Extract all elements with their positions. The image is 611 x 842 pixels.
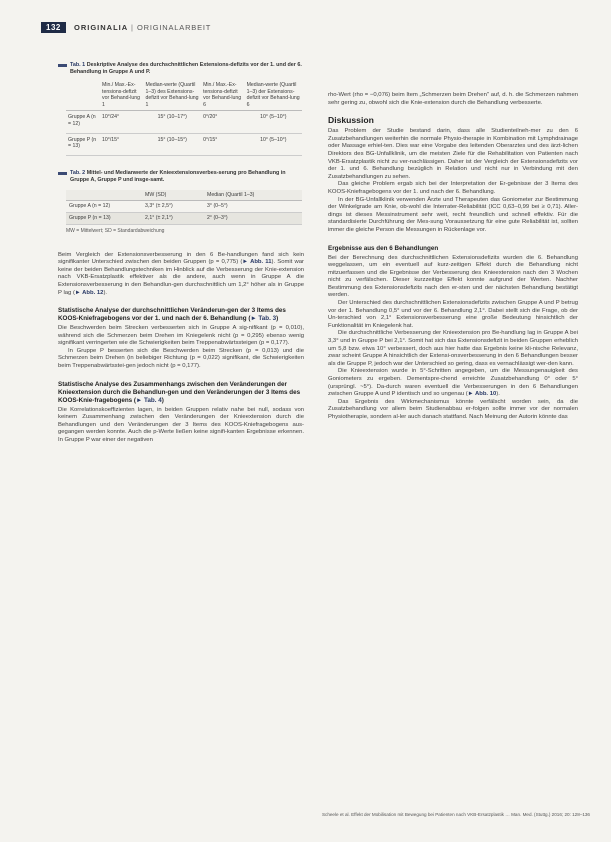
- subheading: Ergebnisse aus den 6 Behandlungen: [328, 244, 439, 252]
- page-footer: Scheele et al. Effekt der Mobilisation mit Bewegung bei Patienten nach VKB-Ersatzplastik … Man. Med. (Stuttg.) 2016; 20: 128–136: [321, 812, 590, 817]
- table-cell: 2,1° (± 2,1°): [142, 212, 204, 224]
- table-cell: 3° (0–5°): [204, 201, 302, 213]
- subheading: Statistische Analyse des Zusammenhangs zwischen den Veränderungen der Knieextension durch die Behandlun-gen und den Veränderungen der 3 Items des KOOS-Knie-fragebogens (► Tab. 4): [58, 380, 301, 404]
- table2: [66, 190, 302, 225]
- page-number: 132: [41, 22, 66, 33]
- table1-header-cell: [66, 80, 100, 111]
- table1-caption: [58, 62, 304, 76]
- table1: [66, 80, 302, 156]
- section-separator: |: [130, 23, 134, 32]
- body-paragraph: Das gleiche Problem ergab sich bei der Interpretation der Er-gebnisse der 3 Items des KOOS-Kniefragebogens vor der 1. und nach der 6. Behandlung.: [328, 181, 578, 195]
- table2-caption: [58, 170, 304, 184]
- section-label: [74, 23, 211, 32]
- table-cell: 3,3° (± 2,5°): [142, 201, 204, 213]
- table1-header-cell: Min./ Max.-Ex-tensions-defizit vor Behand-lung 6: [201, 80, 245, 111]
- table2-header-row: [66, 190, 302, 201]
- figure-reference: ► Abb. 12: [74, 289, 104, 296]
- table-cell: 15° (10–15°): [144, 133, 202, 155]
- caption-bar-icon: [58, 172, 67, 175]
- figure-reference: ► Tab. 3: [250, 315, 277, 323]
- section-heading-discussion: Diskussion: [328, 115, 374, 126]
- right-column: [328, 92, 578, 422]
- body-paragraph: Der Unterschied des durchschnittlichen Extensionsdefizits zwischen Gruppe A und P betrug vor der 1. Behandlung 0,5° und vor der 6. Behandlung 2,1°. Dabei stellt sich die Frage, ob der Un-terschied von 2,1° Extensionsverbesserung eine große Bedeutung hinsichtlich der Funktionalität im Kniegelenk hat.: [328, 300, 578, 329]
- body-paragraph: In der BG-Unfallklinik verwenden Ärzte und Therapeuten das Goniometer zur Bestimmung der Winkelgrade am Knie, ob-wohl die Interrater-Reliabilität (ICC 0,63–0,99 bei ≥ 0,71). Aller-dings ist dieses Messinstrument sehr weit, recht freundlich und schnell effektiv. Für die standardisierte Durchführung der Mes-sung Voraussetzung für eine gute Reliabilität ist, sollten immer die gleiche Person die Messungen in Rückenlage vor.: [328, 196, 578, 233]
- figure-reference: ► Tab. 4: [136, 396, 162, 404]
- figure-reference: ► Abb. 11: [242, 259, 272, 266]
- table-cell: 10° (5–10°): [245, 133, 302, 155]
- table2-abbreviations: MW = Mittelwert; SD = Standardabweichung: [66, 227, 165, 234]
- body-paragraph: Das Ergebnis des Wirkmechanismus könnte verfälscht worden sein, da die Zusatzbehandlung vor allem beim Studienabbau er-folgen sollte immer vor der normalen Physiotherapie, sondern al-ler auch danach stattfand. Nach Meinung der Autorin könnte das: [328, 398, 578, 420]
- table1-label: Tab. 1: [70, 62, 86, 68]
- table-cell: Gruppe A (n = 12): [66, 201, 142, 213]
- subheading: Statistische Analyse der durchschnittlichen Veränderun-gen der 3 Items des KOOS-Kniefragebogens vor der 1. und nach der 6. Behandlung (► Tab. 3): [58, 307, 286, 323]
- table1-header-cell: Median-werte (Quartil 1–3) der Extensions-defizit vor Behand-lung 6: [245, 80, 302, 111]
- table-cell: 10° (5–10°): [245, 111, 302, 133]
- table-cell: Gruppe P (n = 13): [66, 133, 100, 155]
- body-paragraph: Die Knieextension wurde in 5°-Schritten angegeben, um die Messungenauigkeit des Goniometers zu ergeben. Dementspre-chend erreichte Zusatzbehandlung 0° oder 5° (ursprüngl. ~5°). Da-durch waren eventuell die Verbesserungen in den 6 Behandlungen zwischen Gruppe A und P identisch und so ungenau (► Abb. 10).: [328, 368, 578, 398]
- table1-header-row: [66, 80, 302, 111]
- body-paragraph: Das Problem der Studie bestand darin, dass alle Studienteilneh-mer zu den 6 Zusatzbehandlungen weiterhin die normale Physio-therapie in Kombination mit Lymphdrainage oder Massage erhiel-ten. Dies war eine Vorgabe des leitenden Oberarztes und des ärzt-lichen Direktors des BG-Unfallklinik, um die meisten Ziele für die Rehabilitation von Patienten nach VKB-Ersatzplastik nicht zu ver-nachlässigen. Daher ist der Vergleich der Extensionsdefizits vor der 1. und 6. Behandlung bezüglich in Relation und nicht nur in Verbindung mit den Zusatzbehandlungen zu sehen.: [328, 128, 578, 180]
- body-paragraph: Die Beschwerden beim Strecken verbesserten sich in Gruppe A sig-nifikant (p = 0,010), während sich die Schmerzen beim Drehen im Kniegelenk nicht (p = 0,295) ebenso wenig signifikant verringerten wie die Schwierigkeiten beim Treppenabwärtssteigen (p = 0,177).: [58, 325, 304, 347]
- table-row: [66, 133, 302, 155]
- left-column: [58, 62, 304, 445]
- table1-header-cell: Min./ Max.-Ex-tensions-defizit vor Behand-lung 1: [100, 80, 144, 111]
- table-cell: 15° (10–17°): [144, 111, 202, 133]
- table2-caption-text: Mittel- und Medianwerte der Knieextensionsverbes-serung pro Behandlung in Gruppe A, Gruppe P und insge-samt.: [70, 169, 286, 183]
- table-cell: 0°/15°: [201, 133, 245, 155]
- body-paragraph: Die Korrelationskoeffizienten lagen, in beiden Gruppen relativ nahe bei null, sodass von keinem Zusammenhang zwischen den Veränderungen der Knieextension durch die Behandlungen und den Veränderungen der 3 Items des KOOS-Kniefragebogens aus-gegangen werden konnte. Auch die p-Werte ließen keine signifi-kanten Ergebnisse erkennen. In Gruppe P war einer der negativen: [58, 406, 304, 444]
- body-paragraph: Bei der Berechnung des durchschnittlichen Extensionsdefizits wurden die 6. Behandlung weggelassen, um ein eventuell auf kurz-zeitigen Effekt durch die Behandlung nicht mitzuerfassen und die Ergebnisse der Verbesserung des Knieextension nach den 3 Wochen nicht zu verfälschen. Dieser kurzzeitige Effekt konnte aufgrund der Werten. Nachher Bestimmung des Extensionsdefizits nach den er-sten und der nächsten Behandlung bestätigt werden.: [328, 254, 578, 299]
- caption-bar-icon: [58, 64, 67, 67]
- body-paragraph: Beim Vergleich der Extensionsverbesserung in den 6 Be-handlungen fand sich kein signifikanter Unterschied zwischen den beiden Gruppen (p = 0,775) (► Abb. 11). Somit war keine der beiden Behandlungstechniken im Hinblick auf die Verbesserung der Knie-extension nach VKB-Ersatzplastik effektiver als die andere, auch wenn in Gruppe A die Extensionsverbesserung in den Behandlun-gen durchschnittlich um 1,2° höher als in Gruppe P lag (► Abb. 12).: [58, 251, 305, 296]
- table-row: [66, 212, 302, 224]
- table1-header-cell: Median-werte (Quartil 1–3) des Extensions-defizit vor Behand-lung 1: [144, 80, 202, 111]
- table2-header-cell: [66, 190, 142, 201]
- table-cell: 2° (0–3°): [204, 212, 302, 224]
- body-paragraph: Die durchschnittliche Verbesserung der Knieextension pro Be-handlung lag in Gruppe A bei 3,3° und in Gruppe P bei 2,1°. Somit hat sich das Extensionsdefizit in beiden Gruppen erheblich um 5,8 bzw. etwa 10° verbessert, doch aus hier hatte das Ergebnis keine kli-nische Relevanz, zwar scheint Gruppe A hinsichtlich der Extensi-onsverbesserung in den 6 Behandlungen besser als die Gruppe P, jedoch war der Unterschied so gering, dass es vernachlässigt wer-den kann.: [328, 330, 578, 367]
- figure-reference: ► Abb. 10: [467, 391, 497, 398]
- table-cell: 0°/20°: [201, 111, 245, 133]
- table-cell: Gruppe A (n = 12): [66, 111, 100, 133]
- table2-label: Tab. 2: [70, 169, 86, 176]
- section-title: ORIGINALIA: [74, 23, 128, 32]
- table2-header-cell: Median (Quartil 1–3): [204, 190, 302, 201]
- table1-caption-text: Deskriptive Analyse des durchschnittlichen Extensions-defizits vor der 1. und der 6. Behandlung in Gruppe A und P.: [70, 62, 302, 75]
- section-subtitle: ORIGINALARBEIT: [137, 23, 212, 32]
- table-row: [66, 111, 302, 133]
- table2-header-cell: MW (SD): [142, 190, 204, 201]
- body-paragraph: In Gruppe P besserten sich die Beschwerden beim Strecken (p = 0,013) und die Schmerzen beim Drehen (in beliebiger Richtung (p = 0,022) signifikant, die Schwierigkeiten beim Treppenabwärtsstei-gen jedoch nicht (p = 0,177).: [58, 347, 304, 370]
- body-paragraph: rho-Wert (rho = −0,076) beim Item „Schmerzen beim Drehen" auf, d. h. die Schmerzen nahmen sehr gering zu, obwohl sich die Knie-extension durch die Behandlung verbesserte.: [328, 92, 578, 106]
- table-cell: 10°/24°: [100, 111, 144, 133]
- table-cell: Gruppe P (n = 13): [66, 212, 142, 224]
- table-row: [66, 201, 302, 213]
- table-cell: 10°/15°: [100, 133, 144, 155]
